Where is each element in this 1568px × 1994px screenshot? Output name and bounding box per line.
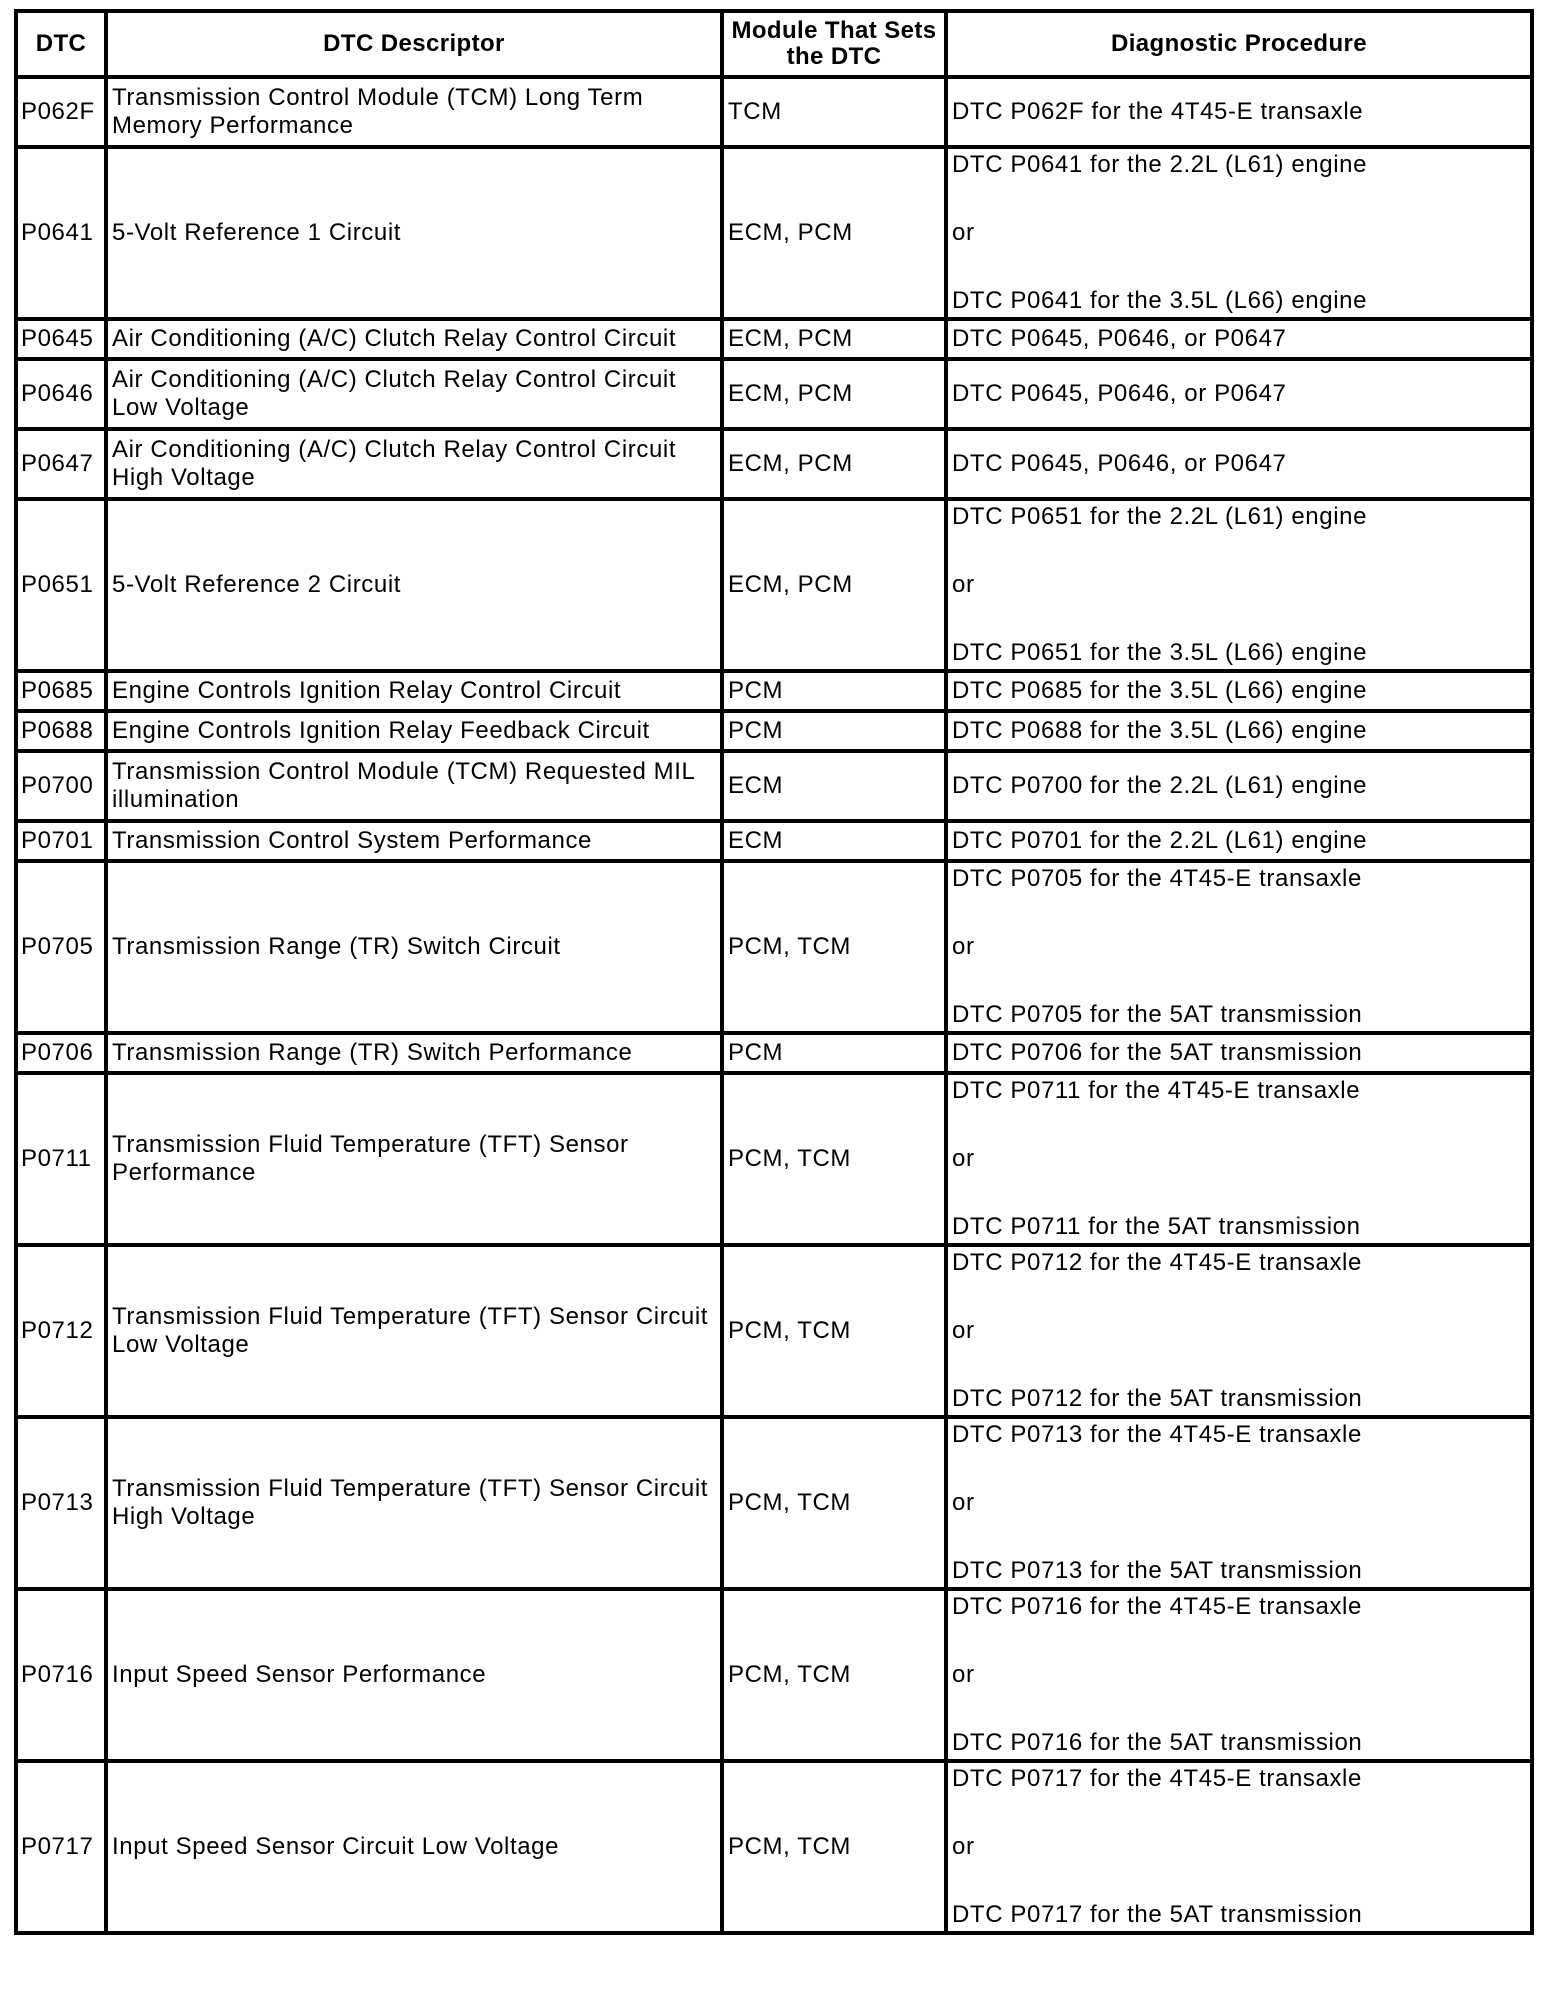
procedure-or: or: [952, 1661, 975, 1688]
procedure-or: or: [952, 1145, 975, 1172]
table-row: [16, 861, 1532, 1033]
cell-descriptor: Transmission Range (TR) Switch Circuit: [106, 861, 722, 1033]
cell-module: ECM, PCM: [722, 359, 946, 429]
cell-dtc-code: P0705: [16, 861, 106, 1033]
procedure-line: DTC P0701 for the 2.2L (L61) engine: [952, 827, 1368, 854]
procedure-line: DTC P0705 for the 5AT transmission: [952, 1001, 1363, 1028]
cell-dtc-code: P0713: [16, 1417, 106, 1589]
cell-module: TCM: [722, 77, 946, 147]
table-row: [16, 711, 1532, 751]
table-row: [16, 1761, 1532, 1933]
cell-module: PCM: [722, 671, 946, 711]
procedure-line: DTC P0706 for the 5AT transmission: [952, 1039, 1363, 1066]
table-row: [16, 1417, 1532, 1589]
cell-procedure: [946, 1417, 1532, 1589]
procedure-line: DTC P0645, P0646, or P0647: [952, 380, 1287, 407]
procedure-line: DTC P0645, P0646, or P0647: [952, 325, 1287, 352]
header-dtc: DTC: [16, 11, 106, 77]
cell-dtc-code: P0700: [16, 751, 106, 821]
cell-dtc-code: P0711: [16, 1073, 106, 1245]
cell-dtc-code: P0716: [16, 1589, 106, 1761]
cell-dtc-code: P0651: [16, 499, 106, 671]
procedure-or: or: [952, 1317, 975, 1344]
cell-descriptor: 5-Volt Reference 1 Circuit: [106, 147, 722, 319]
cell-descriptor: Transmission Fluid Temperature (TFT) Sensor Circuit Low Voltage: [106, 1245, 722, 1417]
cell-procedure: [946, 1073, 1532, 1245]
procedure-line: DTC P0651 for the 3.5L (L66) engine: [952, 639, 1368, 666]
cell-dtc-code: P0645: [16, 319, 106, 359]
cell-procedure: [946, 1033, 1532, 1073]
procedure-line: DTC P0716 for the 5AT transmission: [952, 1729, 1363, 1756]
cell-descriptor: Engine Controls Ignition Relay Feedback Circuit: [106, 711, 722, 751]
cell-dtc-code: P062F: [16, 77, 106, 147]
cell-procedure: [946, 499, 1532, 671]
table-row: [16, 499, 1532, 671]
cell-module: PCM: [722, 711, 946, 751]
cell-procedure: [946, 861, 1532, 1033]
procedure-line: DTC P0712 for the 4T45-E transaxle: [952, 1249, 1362, 1276]
header-procedure: Diagnostic Procedure: [946, 11, 1532, 77]
table-row: [16, 359, 1532, 429]
cell-procedure: [946, 671, 1532, 711]
procedure-line: DTC P0641 for the 2.2L (L61) engine: [952, 151, 1368, 178]
cell-procedure: [946, 147, 1532, 319]
procedure-or: or: [952, 933, 975, 960]
procedure-line: DTC P0651 for the 2.2L (L61) engine: [952, 503, 1368, 530]
cell-module: PCM, TCM: [722, 1245, 946, 1417]
procedure-or: or: [952, 1833, 975, 1860]
procedure-line: DTC P0712 for the 5AT transmission: [952, 1385, 1363, 1412]
cell-dtc-code: P0712: [16, 1245, 106, 1417]
cell-module: PCM: [722, 1033, 946, 1073]
header-descriptor: DTC Descriptor: [106, 11, 722, 77]
cell-procedure: [946, 711, 1532, 751]
procedure-line: DTC P0717 for the 5AT transmission: [952, 1901, 1363, 1928]
cell-module: ECM: [722, 821, 946, 861]
table-row: [16, 1033, 1532, 1073]
table-row: [16, 77, 1532, 147]
cell-module: ECM, PCM: [722, 147, 946, 319]
cell-dtc-code: P0688: [16, 711, 106, 751]
table-body: [16, 77, 1532, 1933]
cell-procedure: [946, 1245, 1532, 1417]
cell-module: PCM, TCM: [722, 1417, 946, 1589]
cell-procedure: [946, 1761, 1532, 1933]
cell-procedure: [946, 359, 1532, 429]
cell-module: ECM, PCM: [722, 499, 946, 671]
procedure-or: or: [952, 1489, 975, 1516]
cell-procedure: [946, 429, 1532, 499]
header-module: Module That Sets the DTC: [722, 11, 946, 77]
cell-procedure: [946, 319, 1532, 359]
procedure-line: DTC P0711 for the 4T45-E transaxle: [952, 1077, 1361, 1104]
table-row: [16, 147, 1532, 319]
dtc-table-container: [14, 9, 1530, 1935]
table-row: [16, 319, 1532, 359]
cell-module: PCM, TCM: [722, 1589, 946, 1761]
cell-procedure: [946, 77, 1532, 147]
procedure-line: DTC P0713 for the 4T45-E transaxle: [952, 1421, 1362, 1448]
table-row: [16, 429, 1532, 499]
procedure-line: DTC P0713 for the 5AT transmission: [952, 1557, 1363, 1584]
cell-dtc-code: P0717: [16, 1761, 106, 1933]
procedure-line: DTC P062F for the 4T45-E transaxle: [952, 98, 1364, 125]
table-row: [16, 751, 1532, 821]
table-row: [16, 821, 1532, 861]
cell-module: PCM, TCM: [722, 1073, 946, 1245]
table-row: [16, 1245, 1532, 1417]
table-row: [16, 1073, 1532, 1245]
procedure-line: DTC P0685 for the 3.5L (L66) engine: [952, 677, 1368, 704]
cell-procedure: [946, 821, 1532, 861]
cell-descriptor: Transmission Fluid Temperature (TFT) Sensor Performance: [106, 1073, 722, 1245]
cell-module: PCM, TCM: [722, 861, 946, 1033]
cell-descriptor: Input Speed Sensor Performance: [106, 1589, 722, 1761]
dtc-table: [14, 9, 1534, 1935]
procedure-line: DTC P0641 for the 3.5L (L66) engine: [952, 287, 1368, 314]
cell-dtc-code: P0641: [16, 147, 106, 319]
cell-descriptor: Air Conditioning (A/C) Clutch Relay Control Circuit: [106, 319, 722, 359]
procedure-line: DTC P0705 for the 4T45-E transaxle: [952, 865, 1362, 892]
cell-dtc-code: P0685: [16, 671, 106, 711]
procedure-or: or: [952, 219, 975, 246]
cell-descriptor: 5-Volt Reference 2 Circuit: [106, 499, 722, 671]
procedure-line: DTC P0645, P0646, or P0647: [952, 450, 1287, 477]
cell-descriptor: Transmission Fluid Temperature (TFT) Sensor Circuit High Voltage: [106, 1417, 722, 1589]
procedure-line: DTC P0688 for the 3.5L (L66) engine: [952, 717, 1368, 744]
procedure-line: DTC P0711 for the 5AT transmission: [952, 1213, 1361, 1240]
cell-module: ECM, PCM: [722, 429, 946, 499]
procedure-line: DTC P0700 for the 2.2L (L61) engine: [952, 772, 1368, 799]
cell-module: ECM, PCM: [722, 319, 946, 359]
cell-descriptor: Transmission Control Module (TCM) Long Term Memory Performance: [106, 77, 722, 147]
cell-procedure: [946, 751, 1532, 821]
cell-descriptor: Transmission Range (TR) Switch Performance: [106, 1033, 722, 1073]
cell-procedure: [946, 1589, 1532, 1761]
cell-descriptor: Transmission Control Module (TCM) Requested MIL illumination: [106, 751, 722, 821]
table-header-row: [16, 11, 1532, 77]
cell-dtc-code: P0701: [16, 821, 106, 861]
cell-descriptor: Engine Controls Ignition Relay Control Circuit: [106, 671, 722, 711]
cell-descriptor: Input Speed Sensor Circuit Low Voltage: [106, 1761, 722, 1933]
table-row: [16, 1589, 1532, 1761]
cell-descriptor: Air Conditioning (A/C) Clutch Relay Control Circuit Low Voltage: [106, 359, 722, 429]
procedure-or: or: [952, 571, 975, 598]
cell-dtc-code: P0706: [16, 1033, 106, 1073]
cell-descriptor: Air Conditioning (A/C) Clutch Relay Control Circuit High Voltage: [106, 429, 722, 499]
procedure-line: DTC P0717 for the 4T45-E transaxle: [952, 1765, 1362, 1792]
table-row: [16, 671, 1532, 711]
cell-descriptor: Transmission Control System Performance: [106, 821, 722, 861]
cell-module: ECM: [722, 751, 946, 821]
cell-dtc-code: P0647: [16, 429, 106, 499]
cell-module: PCM, TCM: [722, 1761, 946, 1933]
cell-dtc-code: P0646: [16, 359, 106, 429]
procedure-line: DTC P0716 for the 4T45-E transaxle: [952, 1593, 1362, 1620]
